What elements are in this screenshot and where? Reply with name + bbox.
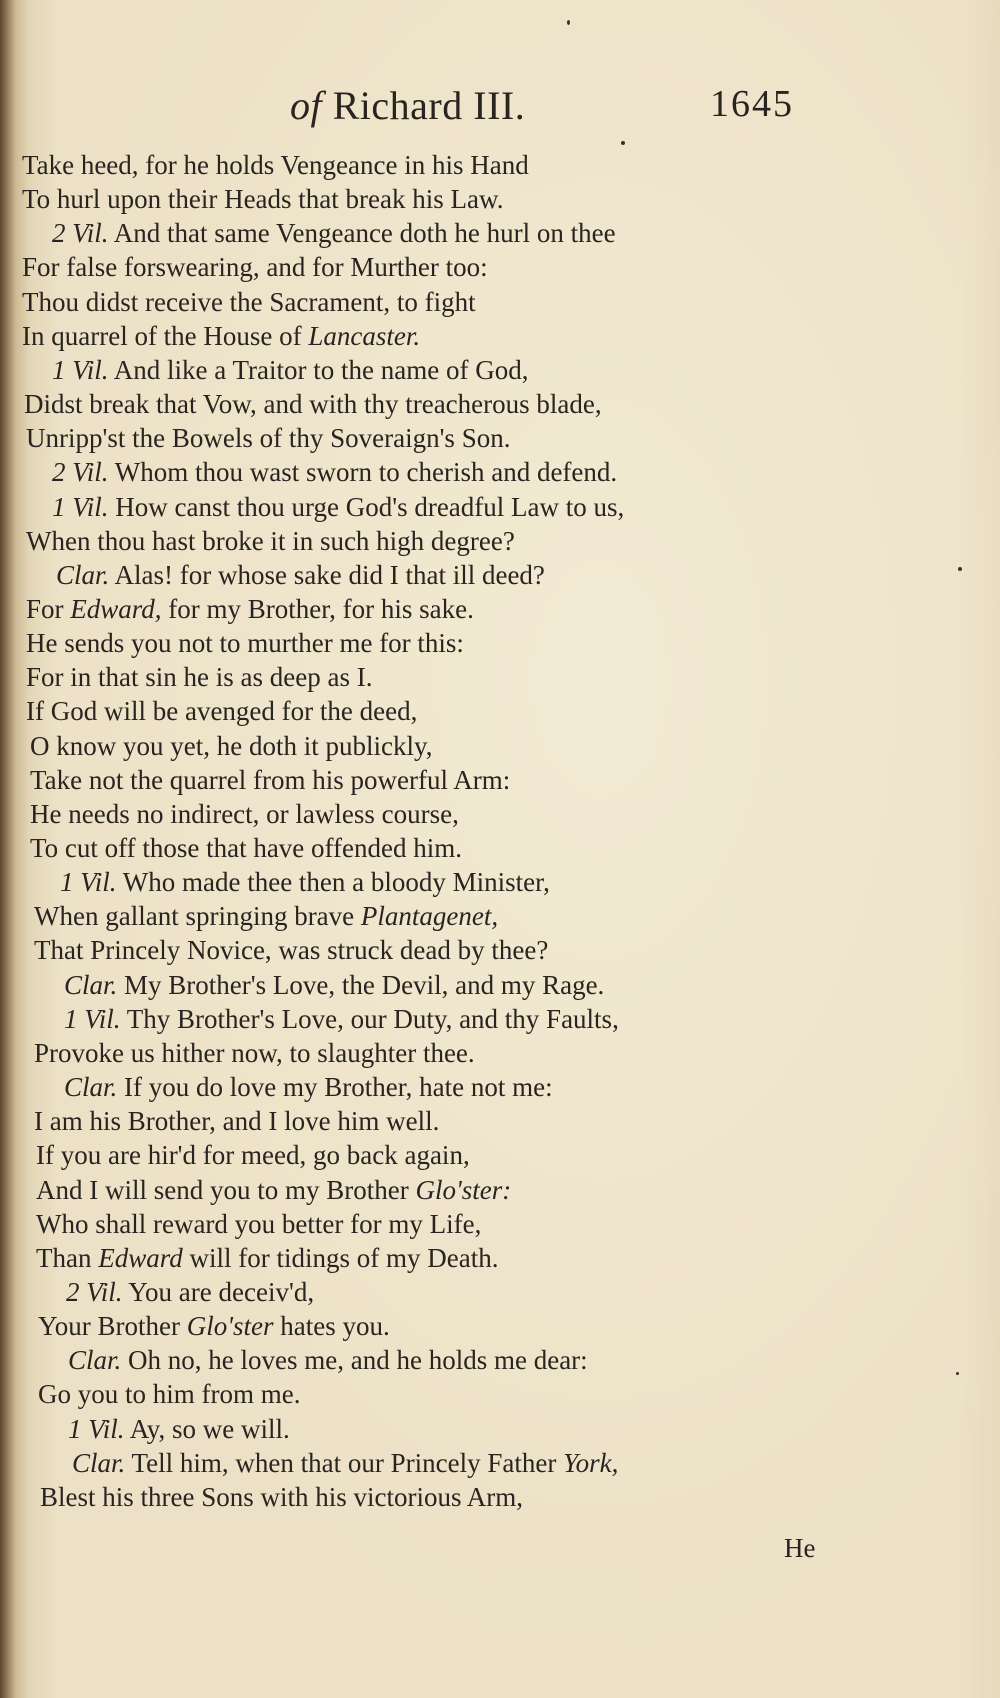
line-text: Than bbox=[36, 1243, 99, 1273]
speaker-label: Clar. bbox=[72, 1448, 126, 1478]
text-line bbox=[30, 797, 459, 831]
italic-text: Lancaster. bbox=[308, 321, 421, 351]
text-line bbox=[22, 148, 529, 182]
line-text: If God will be avenged for the deed, bbox=[26, 696, 418, 726]
line-text: My Brother's Love, the Devil, and my Rage. bbox=[117, 970, 605, 1000]
line-text: To hurl upon their Heads that break his Law. bbox=[22, 184, 504, 214]
line-text: will for tidings of my Death. bbox=[182, 1243, 499, 1273]
italic-text: Plantagenet, bbox=[360, 901, 499, 931]
running-title bbox=[290, 82, 525, 129]
speaker-label: Clar. bbox=[64, 970, 118, 1000]
text-line bbox=[64, 1070, 553, 1104]
paper-speck bbox=[621, 141, 625, 145]
text-line bbox=[22, 250, 488, 284]
speaker-label: Clar. bbox=[56, 560, 110, 590]
running-title-prefix: of bbox=[290, 83, 323, 128]
text-line bbox=[36, 1207, 481, 1241]
line-text: Didst break that Vow, and with thy treacherous blade, bbox=[24, 389, 602, 419]
line-text: And I will send you to my Brother bbox=[36, 1175, 416, 1205]
text-line bbox=[26, 660, 372, 694]
text-line bbox=[66, 1275, 314, 1309]
text-line bbox=[52, 490, 624, 524]
speaker-label: 2 Vil. bbox=[52, 457, 109, 487]
running-title-main: Richard III. bbox=[332, 83, 526, 128]
line-text: Oh no, he loves me, and he holds me dear: bbox=[121, 1345, 588, 1375]
speaker-label: 2 Vil. bbox=[66, 1277, 123, 1307]
italic-text: Glo'ster bbox=[186, 1311, 274, 1341]
line-text: You are deceiv'd, bbox=[122, 1277, 315, 1307]
line-text: Ay, so we will. bbox=[124, 1414, 290, 1444]
text-line bbox=[52, 216, 616, 250]
text-line bbox=[24, 387, 602, 421]
text-line bbox=[26, 694, 417, 728]
line-text: If you do love my Brother, hate not me: bbox=[117, 1072, 553, 1102]
paper-speck bbox=[567, 20, 570, 25]
text-line bbox=[36, 1241, 498, 1275]
running-head bbox=[0, 82, 1000, 142]
text-line bbox=[30, 729, 432, 763]
line-text: In quarrel of the House of bbox=[22, 321, 309, 351]
line-text: Blest his three Sons with his victorious Arm, bbox=[40, 1482, 523, 1512]
line-text: Thy Brother's Love, our Duty, and thy Faults, bbox=[120, 1004, 619, 1034]
text-line bbox=[64, 968, 604, 1002]
text-line bbox=[30, 763, 510, 797]
paper-speck bbox=[958, 567, 962, 571]
line-text: Thou didst receive the Sacrament, to fight bbox=[22, 287, 476, 317]
speaker-label: 1 Vil. bbox=[52, 492, 109, 522]
line-text: And that same Vengeance doth he hurl on thee bbox=[108, 218, 616, 248]
speaker-label: 1 Vil. bbox=[52, 355, 109, 385]
page-number: 1645 bbox=[710, 83, 794, 125]
text-line bbox=[52, 455, 617, 489]
line-text: For false forswearing, and for Murther too: bbox=[22, 252, 488, 282]
line-text: Alas! for whose sake did I that ill deed? bbox=[109, 560, 545, 590]
line-text: Go you to him from me. bbox=[38, 1379, 301, 1409]
line-text: I am his Brother, and I love him well. bbox=[34, 1106, 440, 1136]
text-line bbox=[40, 1480, 523, 1514]
line-text: When gallant springing brave bbox=[34, 901, 361, 931]
catchword: He bbox=[784, 1533, 816, 1563]
italic-text: York, bbox=[563, 1448, 619, 1478]
text-line bbox=[36, 1138, 470, 1172]
text-line bbox=[56, 558, 545, 592]
italic-text: Edward, bbox=[70, 594, 162, 624]
paper-speck bbox=[956, 1372, 959, 1375]
line-text: That Princely Novice, was struck dead by thee? bbox=[34, 935, 549, 965]
line-text: O know you yet, he doth it publickly, bbox=[30, 731, 433, 761]
speaker-label: 2 Vil. bbox=[52, 218, 109, 248]
text-line bbox=[38, 1377, 300, 1411]
line-text: Tell him, when that our Princely Father bbox=[125, 1448, 564, 1478]
line-text: When thou hast broke it in such high degree? bbox=[26, 526, 515, 556]
line-text: for my Brother, for his sake. bbox=[161, 594, 474, 624]
line-text: He needs no indirect, or lawless course, bbox=[30, 799, 459, 829]
text-line bbox=[36, 1173, 511, 1207]
line-text: For in that sin he is as deep as I. bbox=[26, 662, 373, 692]
text-line bbox=[26, 421, 510, 455]
text-line bbox=[26, 626, 464, 660]
text-line bbox=[22, 285, 476, 319]
line-text: How canst thou urge God's dreadful Law to us, bbox=[108, 492, 625, 522]
text-line bbox=[68, 1343, 588, 1377]
line-text: Take heed, for he holds Vengeance in his Hand bbox=[22, 150, 529, 180]
line-text: Take not the quarrel from his powerful Arm: bbox=[30, 765, 511, 795]
text-line bbox=[22, 182, 503, 216]
text-line bbox=[26, 524, 515, 558]
text-line bbox=[22, 319, 420, 353]
text-line bbox=[34, 899, 498, 933]
speaker-label: Clar. bbox=[64, 1072, 118, 1102]
line-text: If you are hir'd for meed, go back again, bbox=[36, 1140, 470, 1170]
line-text: And like a Traitor to the name of God, bbox=[108, 355, 529, 385]
line-text: Your Brother bbox=[38, 1311, 187, 1341]
line-text: Who shall reward you better for my Life, bbox=[36, 1209, 482, 1239]
speaker-label: 1 Vil. bbox=[60, 867, 117, 897]
line-text: Whom thou wast sworn to cherish and defend. bbox=[108, 457, 618, 487]
line-text: Provoke us hither now, to slaughter thee. bbox=[34, 1038, 475, 1068]
speaker-label: 1 Vil. bbox=[64, 1004, 121, 1034]
text-line bbox=[26, 592, 474, 626]
text-line bbox=[68, 1412, 290, 1446]
line-text: For bbox=[26, 594, 71, 624]
text-line bbox=[34, 1036, 475, 1070]
text-line bbox=[30, 831, 462, 865]
speaker-label: Clar. bbox=[68, 1345, 122, 1375]
speaker-label: 1 Vil. bbox=[68, 1414, 125, 1444]
line-text: He sends you not to murther me for this: bbox=[26, 628, 464, 658]
text-line bbox=[64, 1002, 619, 1036]
text-line bbox=[60, 865, 550, 899]
line-text: hates you. bbox=[273, 1311, 390, 1341]
text-line bbox=[52, 353, 528, 387]
text-line bbox=[38, 1309, 390, 1343]
italic-text: Edward bbox=[98, 1243, 183, 1273]
line-text: Unripp'st the Bowels of thy Soveraign's Son. bbox=[26, 423, 511, 453]
text-line bbox=[34, 1104, 439, 1138]
italic-text: Glo'ster: bbox=[415, 1175, 512, 1205]
text-line bbox=[34, 933, 548, 967]
line-text: Who made thee then a bloody Minister, bbox=[116, 867, 550, 897]
line-text: To cut off those that have offended him. bbox=[30, 833, 462, 863]
text-line bbox=[72, 1446, 618, 1480]
